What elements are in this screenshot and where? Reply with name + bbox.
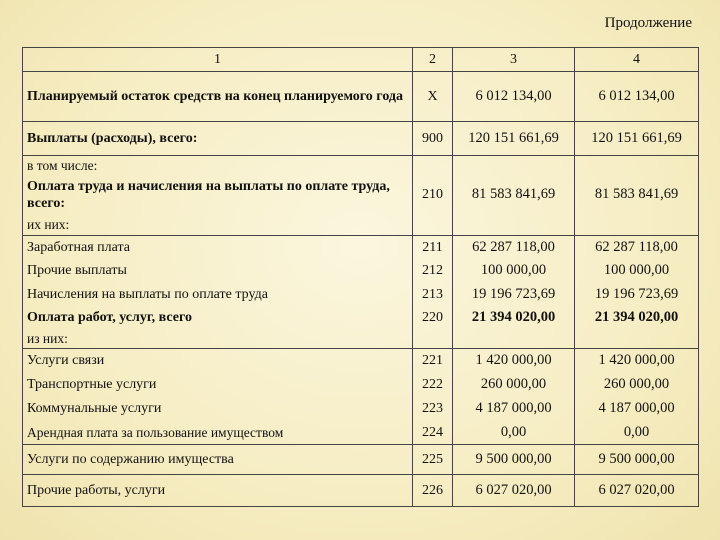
row-name: Выплаты (расходы), всего: (23, 122, 413, 156)
value-col3 (453, 329, 575, 349)
row-code: 212 (413, 260, 453, 282)
value-col4 (575, 214, 699, 236)
row-code: 221 (413, 349, 453, 373)
column-header: 2 (413, 48, 453, 72)
table-row (23, 156, 699, 176)
row-code: 225 (413, 445, 453, 475)
row-code (413, 329, 453, 349)
continuation-label: Продолжение (604, 15, 692, 31)
row-name: из них: (23, 329, 413, 349)
row-code: 211 (413, 236, 453, 260)
table-row (23, 260, 699, 282)
value-col3: 4 187 000,00 (453, 397, 575, 421)
value-col3: 120 151 661,69 (453, 122, 575, 156)
column-header: 3 (453, 48, 575, 72)
row-name: Услуги по содержанию имущества (23, 445, 413, 475)
value-col3: 19 196 723,69 (453, 282, 575, 307)
table-row (23, 282, 699, 307)
table-row (23, 307, 699, 329)
value-col3: 9 500 000,00 (453, 445, 575, 475)
value-col3: 6 027 020,00 (453, 475, 575, 507)
table-row (23, 329, 699, 349)
table-row (23, 236, 699, 260)
row-name: Коммунальные услуги (23, 397, 413, 421)
budget-table (22, 47, 699, 507)
row-code: 210 (413, 176, 453, 214)
row-code: 220 (413, 307, 453, 329)
row-name: Арендная плата за пользование имуществом (23, 421, 413, 445)
table-row (23, 122, 699, 156)
value-col4: 0,00 (575, 421, 699, 445)
value-col3: 100 000,00 (453, 260, 575, 282)
table-row (23, 72, 699, 122)
value-col3: 62 287 118,00 (453, 236, 575, 260)
value-col3 (453, 156, 575, 176)
table-row (23, 373, 699, 397)
row-code (413, 214, 453, 236)
row-name: Заработная плата (23, 236, 413, 260)
value-col4 (575, 156, 699, 176)
value-col3: 6 012 134,00 (453, 72, 575, 122)
row-code: 213 (413, 282, 453, 307)
value-col4: 62 287 118,00 (575, 236, 699, 260)
row-name: Оплата работ, услуг, всего (23, 307, 413, 329)
table-header-row (23, 48, 699, 72)
value-col4 (575, 329, 699, 349)
value-col4: 4 187 000,00 (575, 397, 699, 421)
value-col4: 100 000,00 (575, 260, 699, 282)
row-name: Прочие выплаты (23, 260, 413, 282)
value-col3 (453, 214, 575, 236)
value-col3: 21 394 020,00 (453, 307, 575, 329)
row-code (413, 156, 453, 176)
column-header: 1 (23, 48, 413, 72)
value-col4: 81 583 841,69 (575, 176, 699, 214)
row-name: Начисления на выплаты по оплате труда (23, 282, 413, 307)
row-name: Услуги связи (23, 349, 413, 373)
value-col4: 1 420 000,00 (575, 349, 699, 373)
table-row (23, 445, 699, 475)
row-name: Оплата труда и начисления на выплаты по оплате труда, всего: (23, 176, 413, 214)
row-code: 900 (413, 122, 453, 156)
value-col4: 260 000,00 (575, 373, 699, 397)
value-col4: 120 151 661,69 (575, 122, 699, 156)
value-col4: 6 027 020,00 (575, 475, 699, 507)
row-code: X (413, 72, 453, 122)
row-code: 226 (413, 475, 453, 507)
row-name: Планируемый остаток средств на конец планируемого года (23, 72, 413, 122)
value-col4: 19 196 723,69 (575, 282, 699, 307)
value-col3: 0,00 (453, 421, 575, 445)
value-col4: 21 394 020,00 (575, 307, 699, 329)
table-row (23, 475, 699, 507)
row-name: в том числе: (23, 156, 413, 176)
column-header: 4 (575, 48, 699, 72)
row-code: 224 (413, 421, 453, 445)
row-name: Прочие работы, услуги (23, 475, 413, 507)
table-row (23, 176, 699, 214)
row-code: 223 (413, 397, 453, 421)
row-name: их них: (23, 214, 413, 236)
value-col4: 6 012 134,00 (575, 72, 699, 122)
table-row (23, 421, 699, 445)
table-row (23, 397, 699, 421)
table-row (23, 214, 699, 236)
value-col3: 260 000,00 (453, 373, 575, 397)
row-code: 222 (413, 373, 453, 397)
table-row (23, 349, 699, 373)
value-col3: 81 583 841,69 (453, 176, 575, 214)
row-name: Транспортные услуги (23, 373, 413, 397)
value-col3: 1 420 000,00 (453, 349, 575, 373)
value-col4: 9 500 000,00 (575, 445, 699, 475)
